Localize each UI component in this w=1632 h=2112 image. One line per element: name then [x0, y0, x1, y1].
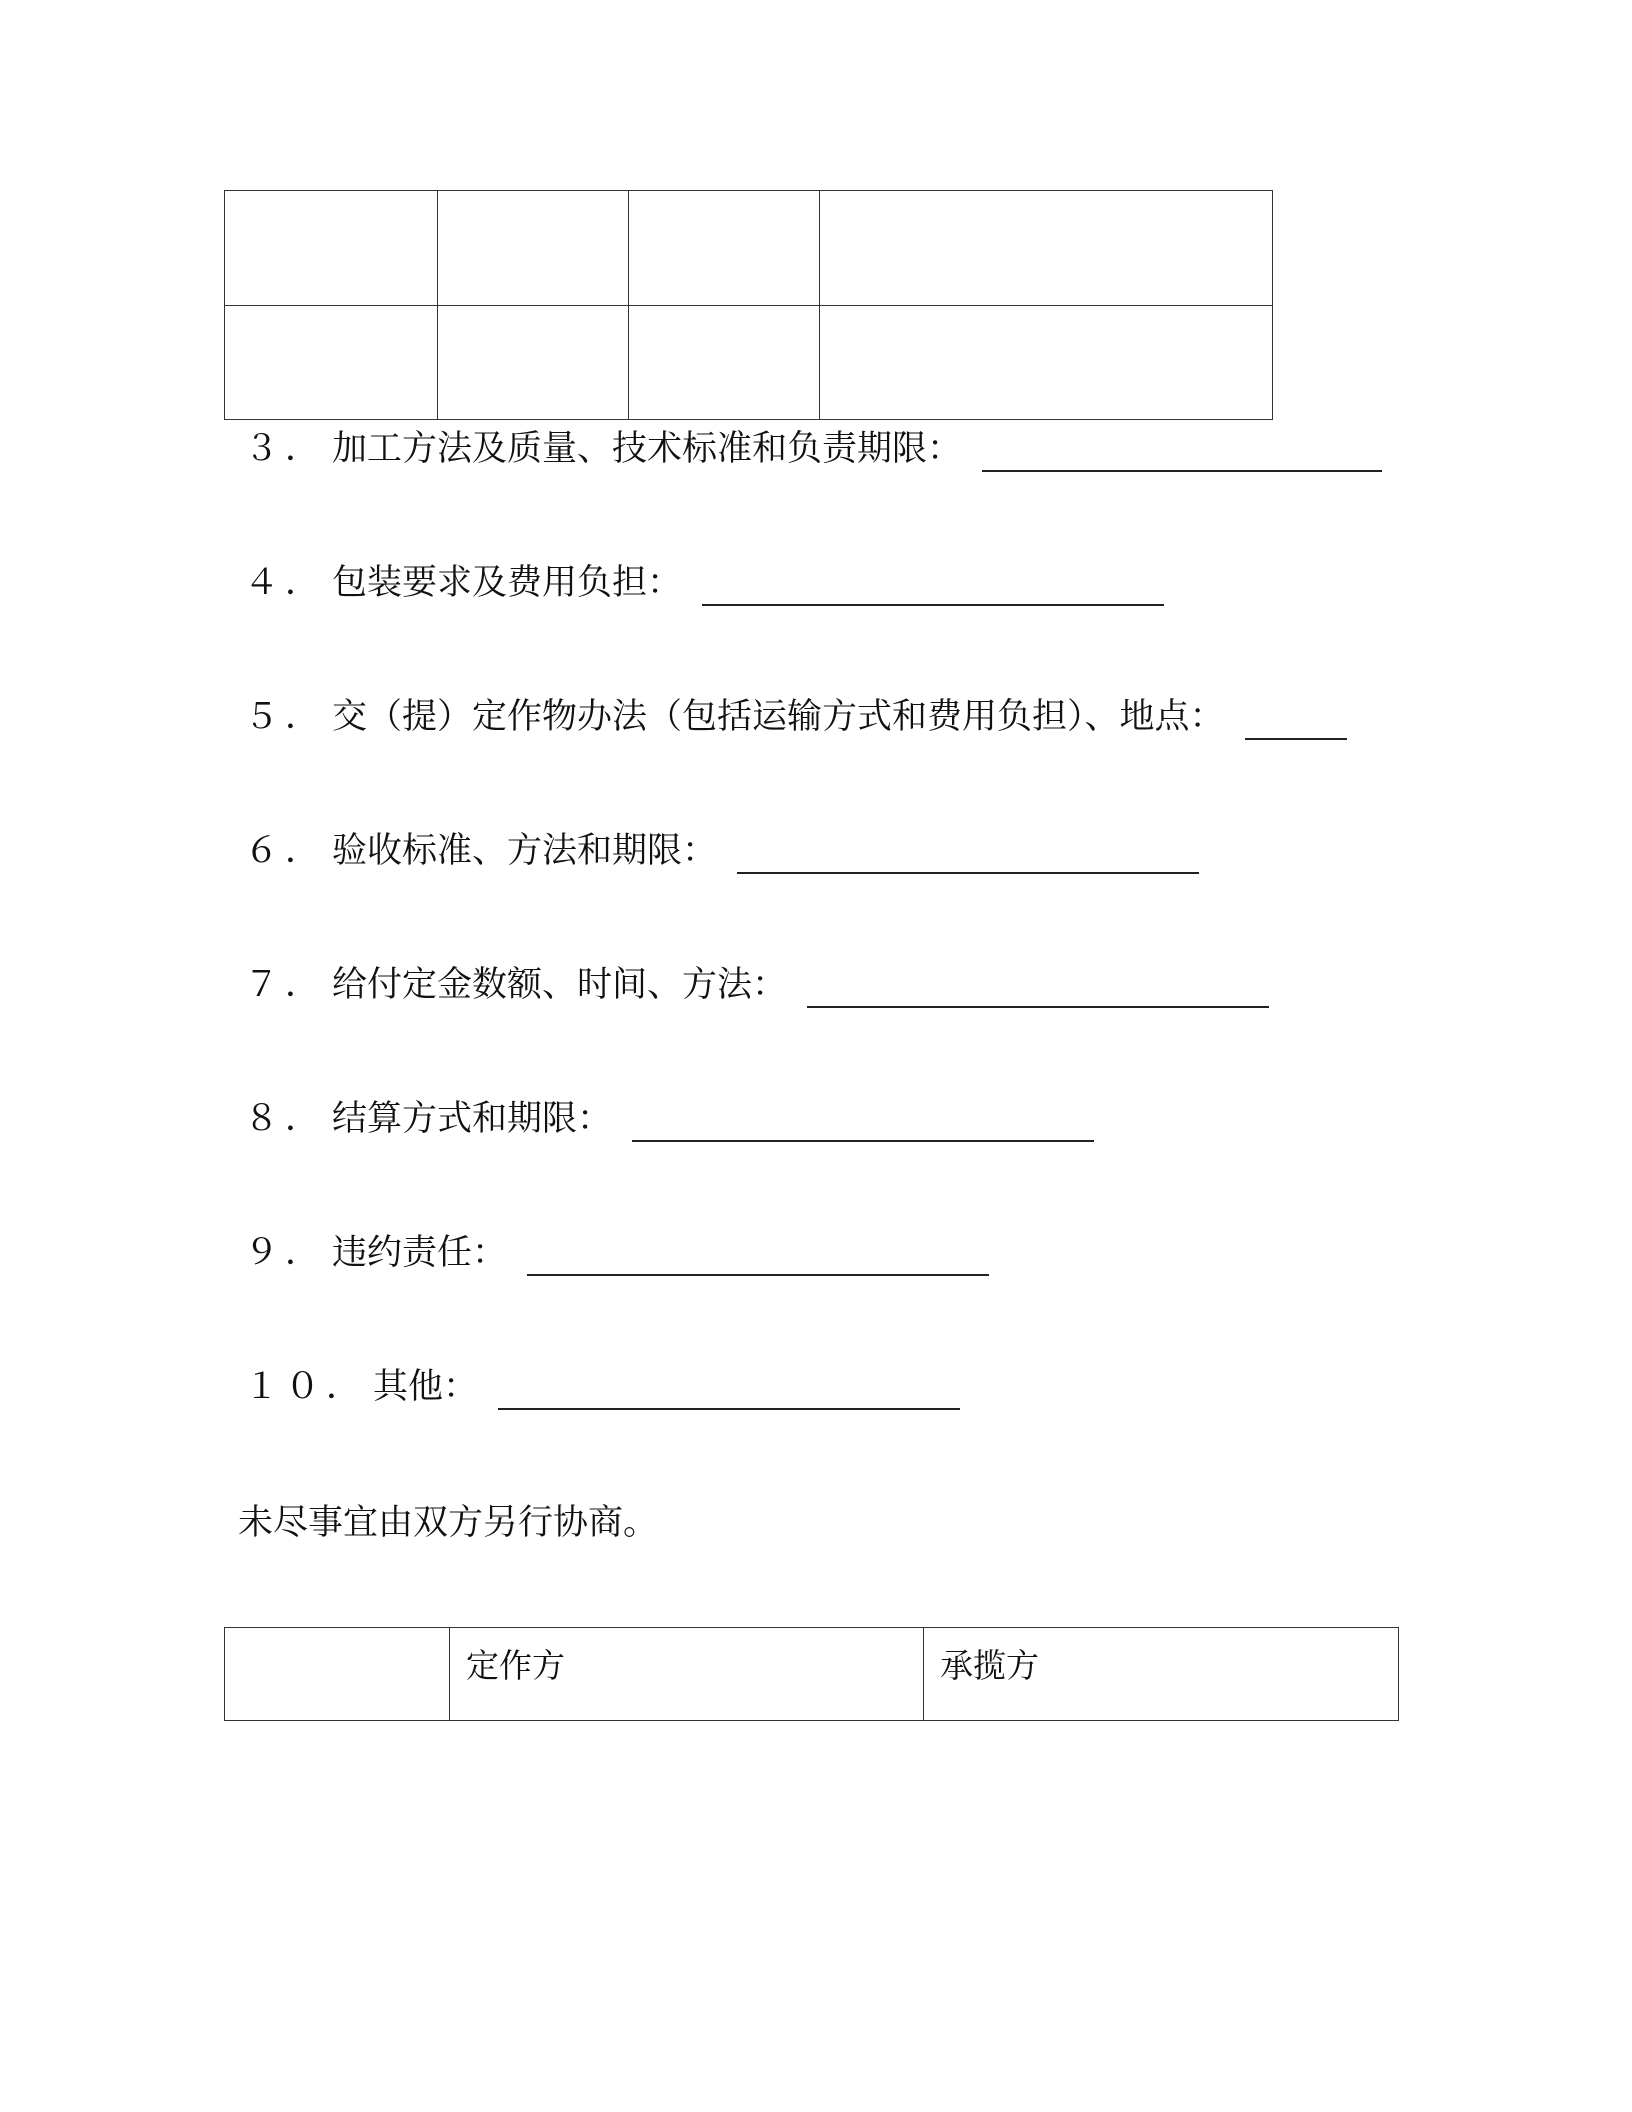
- clause-number: １０．: [244, 1367, 368, 1407]
- fill-in-line[interactable]: [1245, 736, 1347, 740]
- table-cell: [225, 305, 438, 420]
- clause-number: ７．: [244, 965, 327, 1005]
- fill-in-line[interactable]: [737, 870, 1199, 874]
- fill-in-line[interactable]: [982, 468, 1382, 472]
- clause-8: [244, 1094, 1094, 1144]
- clause-label: 加工方法及质量、技术标准和负责期限：: [332, 429, 963, 469]
- table-cell: [629, 305, 820, 420]
- clause-label: 交（提）定作物办法（包括运输方式和费用负担）、地点：: [332, 697, 1225, 737]
- signature-cell-contractor: 承揽方: [924, 1628, 1399, 1721]
- fill-in-line[interactable]: [498, 1406, 960, 1410]
- clause-label: 违约责任：: [332, 1233, 508, 1273]
- clause-label: 给付定金数额、时间、方法：: [332, 965, 788, 1005]
- clause-number: ４．: [244, 563, 327, 603]
- clause-label: 结算方式和期限：: [332, 1099, 613, 1139]
- clause-10: [244, 1362, 960, 1412]
- table-cell: [438, 305, 629, 420]
- fill-in-line[interactable]: [527, 1272, 989, 1276]
- signature-cell-orderer: 定作方: [450, 1628, 924, 1721]
- clause-label: 包装要求及费用负担：: [332, 563, 683, 603]
- clause-label: 其他：: [373, 1367, 479, 1407]
- table-row: [225, 191, 1273, 306]
- signature-table: [224, 1627, 1399, 1721]
- clause-number: ８．: [244, 1099, 327, 1139]
- table-cell: [629, 191, 820, 306]
- table-cell: [225, 191, 438, 306]
- fill-in-line[interactable]: [807, 1004, 1269, 1008]
- clause-number: ６．: [244, 831, 327, 871]
- clause-label: 验收标准、方法和期限：: [332, 831, 718, 871]
- closing-note: 未尽事宜由双方另行协商。: [238, 1503, 659, 1543]
- table-cell: [438, 191, 629, 306]
- fill-in-line[interactable]: [702, 602, 1164, 606]
- clause-number: ９．: [244, 1233, 327, 1273]
- clause-5: [244, 692, 1347, 742]
- clause-7: [244, 960, 1269, 1010]
- clause-6: [244, 826, 1199, 876]
- table-row: [225, 305, 1273, 420]
- table-cell: [820, 191, 1273, 306]
- blank-item-table: [224, 190, 1273, 420]
- fill-in-line[interactable]: [632, 1138, 1094, 1142]
- table-row: [225, 1628, 1399, 1721]
- clause-4: [244, 558, 1164, 608]
- clause-9: [244, 1228, 989, 1278]
- clause-3: [244, 424, 1382, 474]
- signature-cell-blank: [225, 1628, 450, 1721]
- table-cell: [820, 305, 1273, 420]
- clause-number: ３．: [244, 429, 327, 469]
- clause-number: ５．: [244, 697, 327, 737]
